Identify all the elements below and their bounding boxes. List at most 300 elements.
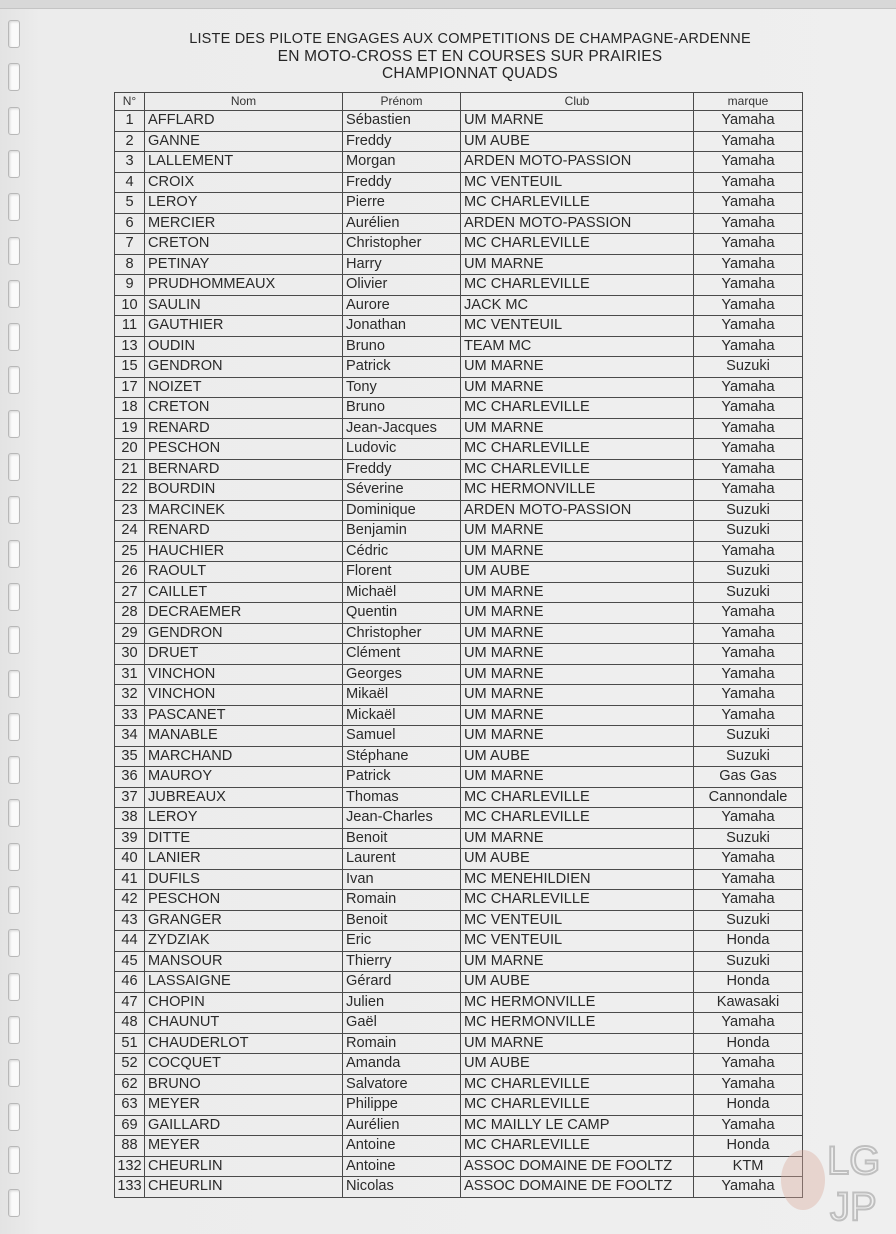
cell-nom: GAILLARD: [145, 1115, 343, 1136]
table-row: [115, 623, 803, 644]
table-row: [115, 459, 803, 480]
cell-club: UM AUBE: [461, 1054, 694, 1075]
svg-text:JP: JP: [830, 1185, 877, 1227]
table-row: [115, 869, 803, 890]
cell-num: 21: [115, 459, 145, 480]
binding-hole: [8, 366, 20, 394]
cell-marque: Yamaha: [694, 459, 803, 480]
cell-nom: LANIER: [145, 849, 343, 870]
binding-hole: [8, 1103, 20, 1131]
table-row: [115, 213, 803, 234]
cell-nom: CHAUNUT: [145, 1013, 343, 1034]
table-row: [115, 439, 803, 460]
cell-num: 24: [115, 521, 145, 542]
cell-marque: Yamaha: [694, 275, 803, 296]
cell-num: 17: [115, 377, 145, 398]
table-row: [115, 644, 803, 665]
cell-nom: CROIX: [145, 172, 343, 193]
binding-hole: [8, 670, 20, 698]
cell-prenom: Nicolas: [343, 1177, 461, 1198]
cell-num: 9: [115, 275, 145, 296]
cell-club: UM MARNE: [461, 1033, 694, 1054]
cell-prenom: Salvatore: [343, 1074, 461, 1095]
cell-prenom: Christopher: [343, 234, 461, 255]
table-row: [115, 1033, 803, 1054]
cell-club: UM MARNE: [461, 377, 694, 398]
svg-text:LG: LG: [827, 1139, 881, 1183]
cell-nom: CHEURLIN: [145, 1177, 343, 1198]
cell-num: 63: [115, 1095, 145, 1116]
cell-prenom: Clément: [343, 644, 461, 665]
cell-nom: BERNARD: [145, 459, 343, 480]
cell-nom: CRETON: [145, 398, 343, 419]
cell-num: 19: [115, 418, 145, 439]
cell-nom: MAUROY: [145, 767, 343, 788]
binding-hole: [8, 453, 20, 481]
cell-club: UM MARNE: [461, 623, 694, 644]
cell-marque: Suzuki: [694, 746, 803, 767]
cell-num: 88: [115, 1136, 145, 1157]
cell-marque: Honda: [694, 972, 803, 993]
cell-prenom: Samuel: [343, 726, 461, 747]
cell-club: ASSOC DOMAINE DE FOOLTZ: [461, 1177, 694, 1198]
pilots-table: [114, 92, 803, 1198]
cell-num: 11: [115, 316, 145, 337]
cell-club: UM AUBE: [461, 131, 694, 152]
table-row: [115, 603, 803, 624]
table-row: [115, 931, 803, 952]
cell-marque: Yamaha: [694, 213, 803, 234]
cell-marque: Yamaha: [694, 193, 803, 214]
cell-marque: Honda: [694, 1033, 803, 1054]
cell-num: 7: [115, 234, 145, 255]
cell-prenom: Morgan: [343, 152, 461, 173]
cell-club: UM AUBE: [461, 562, 694, 583]
cell-prenom: Ivan: [343, 869, 461, 890]
binding-hole: [8, 63, 20, 91]
document-title: [150, 31, 790, 82]
cell-nom: RAOULT: [145, 562, 343, 583]
cell-marque: Suzuki: [694, 951, 803, 972]
cell-num: 43: [115, 910, 145, 931]
cell-num: 36: [115, 767, 145, 788]
binding-hole: [8, 107, 20, 135]
cell-nom: LEROY: [145, 808, 343, 829]
table-row: [115, 1054, 803, 1075]
cell-marque: Yamaha: [694, 172, 803, 193]
binding-hole: [8, 626, 20, 654]
cell-nom: MARCHAND: [145, 746, 343, 767]
cell-prenom: Aurore: [343, 295, 461, 316]
cell-club: MC MAILLY LE CAMP: [461, 1115, 694, 1136]
cell-num: 20: [115, 439, 145, 460]
cell-marque: Yamaha: [694, 664, 803, 685]
cell-prenom: Georges: [343, 664, 461, 685]
cell-club: UM AUBE: [461, 746, 694, 767]
cell-nom: RENARD: [145, 521, 343, 542]
watermark-stamp-logo: [775, 1132, 885, 1227]
cell-num: 29: [115, 623, 145, 644]
table-row: [115, 849, 803, 870]
cell-club: MC CHARLEVILLE: [461, 890, 694, 911]
cell-prenom: Freddy: [343, 131, 461, 152]
cell-marque: Yamaha: [694, 1074, 803, 1095]
table-row: [115, 828, 803, 849]
binding-hole: [8, 843, 20, 871]
cell-club: JACK MC: [461, 295, 694, 316]
cell-prenom: Romain: [343, 1033, 461, 1054]
table-row: [115, 787, 803, 808]
cell-prenom: Patrick: [343, 357, 461, 378]
table-row: [115, 193, 803, 214]
cell-prenom: Laurent: [343, 849, 461, 870]
cell-club: UM MARNE: [461, 726, 694, 747]
cell-prenom: Amanda: [343, 1054, 461, 1075]
cell-marque: Yamaha: [694, 890, 803, 911]
binding-hole: [8, 150, 20, 178]
cell-num: 5: [115, 193, 145, 214]
cell-club: ARDEN MOTO-PASSION: [461, 213, 694, 234]
binding-hole: [8, 237, 20, 265]
cell-marque: Yamaha: [694, 603, 803, 624]
cell-club: MC HERMONVILLE: [461, 992, 694, 1013]
table-row: [115, 972, 803, 993]
cell-marque: Yamaha: [694, 111, 803, 132]
binding-hole: [8, 280, 20, 308]
cell-club: ARDEN MOTO-PASSION: [461, 500, 694, 521]
cell-num: 34: [115, 726, 145, 747]
cell-marque: Yamaha: [694, 439, 803, 460]
cell-prenom: Michaël: [343, 582, 461, 603]
cell-nom: GENDRON: [145, 623, 343, 644]
cell-marque: Yamaha: [694, 480, 803, 501]
table-row: [115, 418, 803, 439]
cell-club: MC MENEHILDIEN: [461, 869, 694, 890]
cell-prenom: Séverine: [343, 480, 461, 501]
cell-prenom: Aurélien: [343, 213, 461, 234]
cell-club: UM MARNE: [461, 767, 694, 788]
cell-club: UM MARNE: [461, 541, 694, 562]
cell-marque: Suzuki: [694, 521, 803, 542]
cell-nom: VINCHON: [145, 664, 343, 685]
cell-nom: BOURDIN: [145, 480, 343, 501]
table-row: [115, 111, 803, 132]
cell-nom: PETINAY: [145, 254, 343, 275]
cell-prenom: Jonathan: [343, 316, 461, 337]
cell-prenom: Antoine: [343, 1156, 461, 1177]
cell-marque: Yamaha: [694, 808, 803, 829]
cell-prenom: Aurélien: [343, 1115, 461, 1136]
binding-hole: [8, 1016, 20, 1044]
cell-club: UM MARNE: [461, 603, 694, 624]
table-row: [115, 1177, 803, 1198]
cell-num: 48: [115, 1013, 145, 1034]
cell-num: 47: [115, 992, 145, 1013]
binding-hole: [8, 1146, 20, 1174]
header-prenom: Prénom: [343, 93, 461, 111]
cell-marque: Honda: [694, 1136, 803, 1157]
cell-marque: Yamaha: [694, 152, 803, 173]
cell-prenom: Jean-Jacques: [343, 418, 461, 439]
cell-nom: ZYDZIAK: [145, 931, 343, 952]
cell-club: UM MARNE: [461, 951, 694, 972]
cell-marque: Suzuki: [694, 726, 803, 747]
cell-prenom: Jean-Charles: [343, 808, 461, 829]
table-row: [115, 152, 803, 173]
binding-hole: [8, 799, 20, 827]
cell-club: MC VENTEUIL: [461, 316, 694, 337]
table-row: [115, 172, 803, 193]
cell-nom: GANNE: [145, 131, 343, 152]
table-row: [115, 254, 803, 275]
table-row: [115, 951, 803, 972]
cell-club: MC CHARLEVILLE: [461, 275, 694, 296]
cell-nom: MANABLE: [145, 726, 343, 747]
cell-nom: PASCANET: [145, 705, 343, 726]
cell-num: 69: [115, 1115, 145, 1136]
cell-marque: Yamaha: [694, 254, 803, 275]
cell-prenom: Thierry: [343, 951, 461, 972]
cell-nom: GRANGER: [145, 910, 343, 931]
binding-hole: [8, 496, 20, 524]
cell-nom: DRUET: [145, 644, 343, 665]
cell-prenom: Freddy: [343, 459, 461, 480]
cell-club: MC CHARLEVILLE: [461, 787, 694, 808]
cell-marque: Cannondale: [694, 787, 803, 808]
cell-marque: Suzuki: [694, 357, 803, 378]
cell-num: 45: [115, 951, 145, 972]
cell-prenom: Pierre: [343, 193, 461, 214]
title-line-2: EN MOTO-CROSS ET EN COURSES SUR PRAIRIES: [277, 48, 663, 65]
cell-marque: Yamaha: [694, 849, 803, 870]
cell-club: MC CHARLEVILLE: [461, 234, 694, 255]
cell-nom: DUFILS: [145, 869, 343, 890]
cell-marque: Yamaha: [694, 623, 803, 644]
cell-club: UM MARNE: [461, 357, 694, 378]
cell-marque: Kawasaki: [694, 992, 803, 1013]
cell-club: UM MARNE: [461, 582, 694, 603]
cell-num: 23: [115, 500, 145, 521]
cell-prenom: Bruno: [343, 398, 461, 419]
cell-club: UM MARNE: [461, 685, 694, 706]
cell-marque: Yamaha: [694, 234, 803, 255]
table-row: [115, 1156, 803, 1177]
cell-club: MC CHARLEVILLE: [461, 459, 694, 480]
binding-hole: [8, 193, 20, 221]
table-row: [115, 500, 803, 521]
cell-marque: Suzuki: [694, 910, 803, 931]
cell-marque: Suzuki: [694, 828, 803, 849]
binding-hole: [8, 1059, 20, 1087]
cell-prenom: Benjamin: [343, 521, 461, 542]
cell-num: 133: [115, 1177, 145, 1198]
cell-prenom: Cédric: [343, 541, 461, 562]
cell-prenom: Antoine: [343, 1136, 461, 1157]
cell-prenom: Benoit: [343, 910, 461, 931]
table-row: [115, 336, 803, 357]
cell-club: MC CHARLEVILLE: [461, 1136, 694, 1157]
cell-marque: Gas Gas: [694, 767, 803, 788]
table-row: [115, 767, 803, 788]
binding-hole: [8, 756, 20, 784]
header-num: N°: [115, 93, 145, 111]
cell-marque: Yamaha: [694, 1177, 803, 1198]
cell-nom: PRUDHOMMEAUX: [145, 275, 343, 296]
cell-marque: Yamaha: [694, 705, 803, 726]
cell-marque: Yamaha: [694, 316, 803, 337]
cell-marque: Yamaha: [694, 685, 803, 706]
cell-nom: SAULIN: [145, 295, 343, 316]
cell-marque: Yamaha: [694, 377, 803, 398]
cell-num: 25: [115, 541, 145, 562]
cell-nom: GAUTHIER: [145, 316, 343, 337]
cell-num: 32: [115, 685, 145, 706]
cell-num: 15: [115, 357, 145, 378]
cell-num: 8: [115, 254, 145, 275]
title-line-1: LISTE DES PILOTE ENGAGES AUX COMPETITIONS DE CHAMPAGNE-ARDENNE: [189, 31, 751, 47]
cell-marque: Yamaha: [694, 869, 803, 890]
cell-club: MC CHARLEVILLE: [461, 1095, 694, 1116]
cell-num: 35: [115, 746, 145, 767]
cell-prenom: Julien: [343, 992, 461, 1013]
header-club: Club: [461, 93, 694, 111]
cell-prenom: Stéphane: [343, 746, 461, 767]
cell-nom: LASSAIGNE: [145, 972, 343, 993]
cell-club: MC CHARLEVILLE: [461, 439, 694, 460]
cell-nom: GENDRON: [145, 357, 343, 378]
binding-holes: [8, 20, 22, 1230]
cell-nom: MEYER: [145, 1136, 343, 1157]
table-row: [115, 541, 803, 562]
cell-prenom: Dominique: [343, 500, 461, 521]
table-header-row: [115, 93, 803, 111]
binding-hole: [8, 886, 20, 914]
cell-prenom: Christopher: [343, 623, 461, 644]
cell-club: UM MARNE: [461, 111, 694, 132]
cell-num: 22: [115, 480, 145, 501]
cell-nom: OUDIN: [145, 336, 343, 357]
binding-hole: [8, 20, 20, 48]
cell-club: UM MARNE: [461, 254, 694, 275]
cell-club: UM MARNE: [461, 418, 694, 439]
cell-club: ASSOC DOMAINE DE FOOLTZ: [461, 1156, 694, 1177]
cell-num: 6: [115, 213, 145, 234]
table-row: [115, 1074, 803, 1095]
cell-prenom: Ludovic: [343, 439, 461, 460]
cell-num: 52: [115, 1054, 145, 1075]
cell-club: UM MARNE: [461, 705, 694, 726]
cell-nom: CRETON: [145, 234, 343, 255]
cell-nom: COCQUET: [145, 1054, 343, 1075]
cell-num: 51: [115, 1033, 145, 1054]
table-row: [115, 562, 803, 583]
cell-num: 13: [115, 336, 145, 357]
cell-marque: Yamaha: [694, 1013, 803, 1034]
cell-marque: Yamaha: [694, 1054, 803, 1075]
cell-marque: Yamaha: [694, 1115, 803, 1136]
cell-club: UM AUBE: [461, 972, 694, 993]
cell-num: 18: [115, 398, 145, 419]
cell-num: 10: [115, 295, 145, 316]
cell-marque: Suzuki: [694, 582, 803, 603]
cell-num: 31: [115, 664, 145, 685]
binding-hole: [8, 540, 20, 568]
cell-num: 3: [115, 152, 145, 173]
cell-club: MC CHARLEVILLE: [461, 808, 694, 829]
cell-prenom: Patrick: [343, 767, 461, 788]
binding-hole: [8, 713, 20, 741]
cell-club: MC VENTEUIL: [461, 910, 694, 931]
table-row: [115, 131, 803, 152]
cell-club: UM MARNE: [461, 664, 694, 685]
cell-num: 132: [115, 1156, 145, 1177]
table-row: [115, 295, 803, 316]
table-row: [115, 1013, 803, 1034]
cell-num: 27: [115, 582, 145, 603]
cell-prenom: Gaël: [343, 1013, 461, 1034]
table-row: [115, 377, 803, 398]
cell-nom: NOIZET: [145, 377, 343, 398]
table-row: [115, 582, 803, 603]
table-row: [115, 275, 803, 296]
table-row: [115, 705, 803, 726]
cell-marque: Yamaha: [694, 131, 803, 152]
cell-marque: Yamaha: [694, 398, 803, 419]
cell-club: TEAM MC: [461, 336, 694, 357]
cell-nom: DECRAEMER: [145, 603, 343, 624]
binding-hole: [8, 583, 20, 611]
cell-nom: VINCHON: [145, 685, 343, 706]
cell-prenom: Florent: [343, 562, 461, 583]
table-row: [115, 521, 803, 542]
table-row: [115, 664, 803, 685]
table-row: [115, 992, 803, 1013]
cell-num: 62: [115, 1074, 145, 1095]
table-row: [115, 398, 803, 419]
cell-num: 39: [115, 828, 145, 849]
cell-num: 44: [115, 931, 145, 952]
cell-club: UM AUBE: [461, 849, 694, 870]
table-row: [115, 746, 803, 767]
cell-nom: CHOPIN: [145, 992, 343, 1013]
table-row: [115, 1095, 803, 1116]
cell-nom: CAILLET: [145, 582, 343, 603]
cell-num: 42: [115, 890, 145, 911]
cell-marque: Honda: [694, 931, 803, 952]
cell-prenom: Philippe: [343, 1095, 461, 1116]
cell-nom: MEYER: [145, 1095, 343, 1116]
title-line-3: CHAMPIONNAT QUADS: [382, 65, 558, 82]
cell-prenom: Harry: [343, 254, 461, 275]
cell-num: 46: [115, 972, 145, 993]
cell-num: 33: [115, 705, 145, 726]
cell-prenom: Eric: [343, 931, 461, 952]
cell-marque: Honda: [694, 1095, 803, 1116]
binding-hole: [8, 1189, 20, 1217]
page-top-edge: [0, 0, 896, 9]
cell-nom: BRUNO: [145, 1074, 343, 1095]
table-row: [115, 890, 803, 911]
cell-nom: CHEURLIN: [145, 1156, 343, 1177]
cell-prenom: Bruno: [343, 336, 461, 357]
cell-num: 4: [115, 172, 145, 193]
cell-num: 26: [115, 562, 145, 583]
cell-num: 38: [115, 808, 145, 829]
cell-nom: LEROY: [145, 193, 343, 214]
cell-num: 40: [115, 849, 145, 870]
cell-prenom: Tony: [343, 377, 461, 398]
table-body: [115, 111, 803, 1198]
